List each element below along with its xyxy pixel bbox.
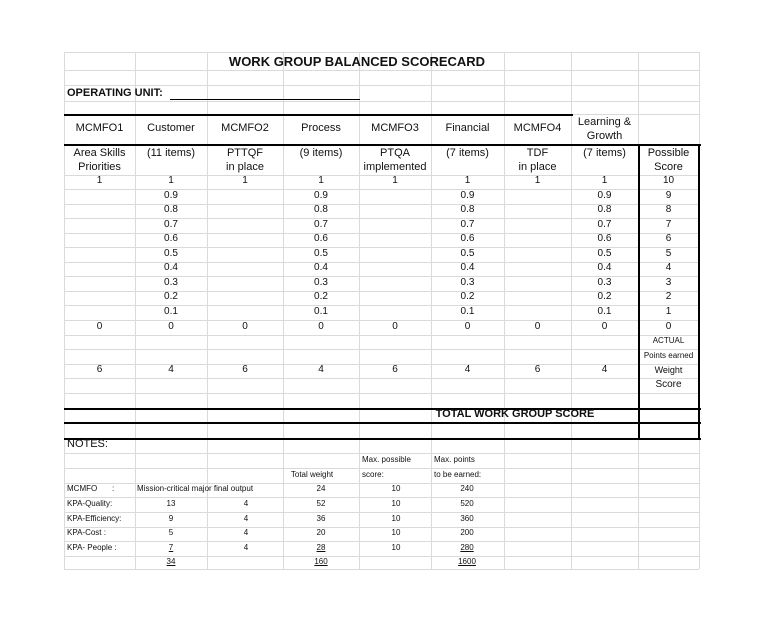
column-subheader: (9 items) <box>299 147 343 159</box>
column-header: MCMFO1 <box>75 121 124 134</box>
possible-score: 9 <box>665 189 672 201</box>
scale-value: 0.7 <box>460 218 475 230</box>
column-subheader: Area Skills <box>73 147 126 159</box>
scale-value: 1 <box>392 175 398 186</box>
grid-row-line <box>64 569 699 570</box>
kpa-weight: 4 <box>243 513 249 523</box>
kpa-count: 13 <box>166 498 176 508</box>
max-points-value: 240 <box>460 484 474 493</box>
grid-row-line <box>64 512 699 513</box>
total-weight-header: Total weight <box>290 469 334 479</box>
scale-value: 0.5 <box>597 247 612 259</box>
scale-value: 1 <box>168 175 174 186</box>
scale-value: 0.7 <box>597 218 612 230</box>
scale-value: 1 <box>242 175 248 186</box>
max-possible-value: 10 <box>391 542 401 552</box>
scale-value: 0.9 <box>597 189 612 201</box>
grid-row-line <box>64 52 699 53</box>
column-header: MCMFO2 <box>221 121 269 134</box>
scale-value: 0.3 <box>314 276 328 288</box>
grid-row-line <box>64 527 699 528</box>
grid-row-line <box>64 70 699 71</box>
scale-value: 0.5 <box>460 247 475 259</box>
possible-score: 7 <box>665 218 672 230</box>
max-possible-header: score: <box>362 469 384 479</box>
actual-label: ACTUAL <box>652 336 685 345</box>
max-points-header: Max. points <box>434 454 475 464</box>
kpa-count: 9 <box>168 513 174 523</box>
kpa-count: 7 <box>168 542 174 552</box>
scale-value: 0 <box>96 320 103 332</box>
scale-value: 0.1 <box>314 305 328 317</box>
grid-row-line <box>64 497 699 498</box>
scale-value: 0.3 <box>460 276 475 288</box>
kpa-label: KPA-Cost : <box>67 528 106 537</box>
possible-score: 6 <box>665 233 672 244</box>
grid-row-line <box>64 556 699 557</box>
scale-value: 0.2 <box>597 291 612 302</box>
scale-value: 0 <box>168 320 174 332</box>
column-subheader: (7 items) <box>446 147 489 159</box>
grid-row-line <box>64 453 699 454</box>
scale-value: 0.7 <box>314 218 328 230</box>
points-earned-label: Points earned <box>643 350 694 360</box>
total-weight-sum: 160 <box>314 556 328 566</box>
kpa-weight: 4 <box>243 542 249 552</box>
scale-value: 0.2 <box>314 291 328 302</box>
scale-value: 0 <box>392 320 398 332</box>
column-subheader: (11 items) <box>146 147 196 159</box>
kpa-count: 5 <box>168 528 174 537</box>
kpa-label: KPA-Efficiency: <box>67 513 122 523</box>
table-border <box>638 144 640 440</box>
column-subheader: (7 items) <box>583 147 626 159</box>
grid-row-line <box>64 393 699 394</box>
column-subheader: PTTQF <box>226 147 264 159</box>
scale-value: 1 <box>534 175 541 186</box>
scale-value: 0.8 <box>314 204 328 215</box>
scale-value: 0 <box>318 320 324 332</box>
scale-value: 0.6 <box>597 233 612 244</box>
column-header: Growth <box>586 130 623 142</box>
grid-row-line <box>64 349 699 350</box>
weight-value: 6 <box>534 364 541 375</box>
scale-value: 0.8 <box>164 204 178 215</box>
max-points-header: to be earned: <box>434 469 482 479</box>
grid-col-line <box>571 52 572 569</box>
max-possible-value: 10 <box>391 513 401 523</box>
scale-value: 0 <box>464 320 471 332</box>
scale-value: 0.2 <box>164 291 178 302</box>
total-weight-value: 20 <box>316 528 326 537</box>
scale-value: 0.1 <box>597 305 612 317</box>
weight-value: 4 <box>464 364 471 375</box>
scale-value: 0.3 <box>164 276 178 288</box>
mcmfo-description: Mission-critical major final output <box>137 484 254 493</box>
max-points-value: 200 <box>460 528 474 537</box>
table-border <box>698 144 700 440</box>
scale-value: 0.5 <box>164 247 178 259</box>
column-subheader: implemented <box>363 161 427 173</box>
scale-value: 0.2 <box>460 291 475 302</box>
scale-value: 0.8 <box>460 204 475 215</box>
grid-row-line <box>64 378 699 379</box>
total-weight-value: 24 <box>316 484 326 493</box>
weight-value: 4 <box>168 364 174 375</box>
scale-value: 1 <box>318 175 324 186</box>
kpa-label: KPA-Quality: <box>67 498 113 508</box>
weight-value: 6 <box>242 364 248 375</box>
total-weight-value: 52 <box>316 498 326 508</box>
total-work-group-score-label: TOTAL WORK GROUP SCORE <box>435 407 595 420</box>
mcmfo-label: MCMFO <box>67 484 98 493</box>
column-subheader: in place <box>226 161 264 173</box>
scale-value: 0.1 <box>164 305 178 317</box>
scale-value: 0.9 <box>164 189 178 201</box>
total-count: 34 <box>166 556 176 566</box>
grid-row-line <box>64 85 699 86</box>
scale-value: 0.4 <box>460 262 475 273</box>
table-border <box>64 438 701 440</box>
total-weight-value: 28 <box>316 542 326 552</box>
mcmfo-colon: : <box>112 484 115 493</box>
table-border <box>64 422 701 424</box>
kpa-label: KPA- People : <box>67 542 117 552</box>
page-title: WORK GROUP BALANCED SCORECARD <box>228 54 486 69</box>
grid-col-line <box>359 52 360 569</box>
scale-value: 1 <box>601 175 608 186</box>
scale-value: 0.3 <box>597 276 612 288</box>
column-subheader: Priorities <box>78 161 121 173</box>
max-possible-value: 10 <box>391 484 401 493</box>
column-header: Customer <box>147 121 195 134</box>
grid-row-line <box>64 541 699 542</box>
weight-value: 4 <box>601 364 608 375</box>
grid-row-line <box>64 101 699 102</box>
scale-value: 0 <box>242 320 248 332</box>
column-subheader: TDF <box>526 147 549 159</box>
max-possible-header: Max. possible <box>362 454 411 464</box>
scale-value: 0.9 <box>460 189 475 201</box>
weight-value: 6 <box>392 364 398 375</box>
weight-value: 4 <box>318 364 324 375</box>
operating-unit-label: OPERATING UNIT: <box>67 87 163 99</box>
scale-value: 0.4 <box>597 262 612 273</box>
scale-value: 0.7 <box>164 218 178 230</box>
scale-value: 0.4 <box>164 262 178 273</box>
max-points-value: 520 <box>460 498 474 508</box>
scale-value: 0.4 <box>314 262 328 273</box>
grid-col-line <box>283 52 284 569</box>
scale-value: 0.6 <box>314 233 328 244</box>
column-subheader: Possible <box>647 147 690 159</box>
table-border <box>64 114 573 116</box>
column-header: MCMFO3 <box>371 121 419 134</box>
grid-row-line <box>64 335 699 336</box>
table-border <box>64 144 701 146</box>
max-points-sum: 1600 <box>458 556 476 566</box>
max-points-value: 280 <box>460 542 474 552</box>
column-header: Financial <box>445 121 490 134</box>
notes-label: NOTES: <box>67 438 108 450</box>
scale-value: 0.6 <box>460 233 475 244</box>
grid-col-line <box>64 52 65 569</box>
scale-value: 0 <box>534 320 541 332</box>
kpa-weight: 4 <box>243 528 249 537</box>
grid-col-line <box>504 52 505 569</box>
possible-score: 5 <box>665 247 672 259</box>
operating-unit-underline <box>170 99 360 100</box>
max-possible-value: 10 <box>391 498 401 508</box>
grid-col-line <box>135 52 136 569</box>
scale-value: 0 <box>601 320 608 332</box>
scale-value: 0.1 <box>460 305 475 317</box>
weight-label: Weight <box>654 364 683 375</box>
scale-value: 0.9 <box>314 189 328 201</box>
column-header: Learning & <box>577 116 632 128</box>
total-weight-value: 36 <box>316 513 326 523</box>
scale-value: 0.8 <box>597 204 612 215</box>
possible-score: 8 <box>665 204 672 215</box>
possible-score: 2 <box>665 291 672 302</box>
possible-score: 0 <box>665 320 672 332</box>
scale-value: 1 <box>96 175 103 186</box>
grid-col-line <box>431 52 432 569</box>
column-subheader: Score <box>654 161 683 173</box>
max-points-value: 360 <box>460 513 474 523</box>
scale-value: 1 <box>464 175 471 186</box>
scale-value: 0.6 <box>164 233 178 244</box>
max-possible-value: 10 <box>391 528 401 537</box>
weight-value: 6 <box>96 364 103 375</box>
possible-score: 4 <box>665 262 672 273</box>
possible-score: 10 <box>662 175 675 186</box>
possible-score: 1 <box>665 305 672 317</box>
score-label: Score <box>655 378 682 390</box>
column-header: Process <box>301 121 341 134</box>
column-subheader: PTQA <box>380 147 410 159</box>
possible-score: 3 <box>665 276 672 288</box>
grid-row-line <box>64 468 699 469</box>
column-header: MCMFO4 <box>513 121 562 134</box>
column-subheader: in place <box>518 161 557 173</box>
scale-value: 0.5 <box>314 247 328 259</box>
kpa-weight: 4 <box>243 498 249 508</box>
table-border <box>64 408 701 410</box>
